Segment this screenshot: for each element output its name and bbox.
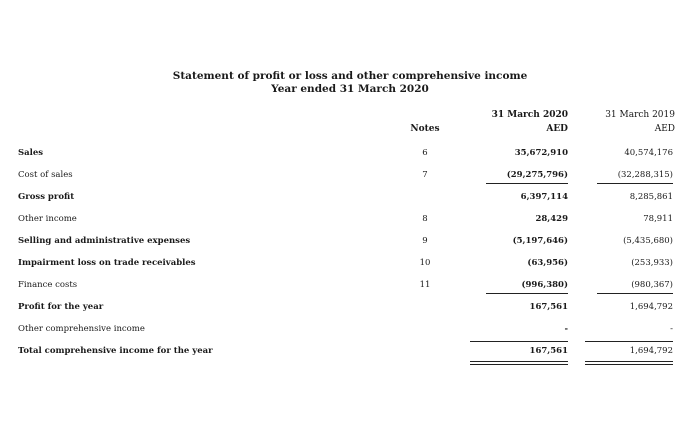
- statement-row: [0, 298, 700, 320]
- statement-title: [0, 70, 700, 96]
- row-label: Profit for the year: [18, 302, 104, 312]
- statement-row: [0, 166, 700, 188]
- rule-finance-costs-2020: [486, 293, 568, 294]
- row-note: 10: [419, 258, 431, 268]
- statement-title-line2: Year ended 31 March 2020: [271, 83, 429, 95]
- row-label: Total comprehensive income for the year: [18, 346, 213, 356]
- row-value-2020: (63,956): [527, 258, 568, 268]
- rule-total-bottom2-2020: [470, 364, 568, 365]
- rule-cost-of-sales-2019: [597, 183, 673, 184]
- row-label: Gross profit: [18, 192, 75, 202]
- row-value-2019: -: [670, 324, 673, 334]
- row-value-2020: (29,275,796): [506, 170, 568, 180]
- row-label: Finance costs: [18, 280, 78, 290]
- statement-row: [0, 210, 700, 232]
- statement-title-line1: Statement of profit or loss and other comprehensive income: [172, 70, 528, 82]
- row-value-2019: 40,574,176: [624, 148, 673, 158]
- row-label: Other comprehensive income: [18, 324, 145, 334]
- row-value-2020: 167,561: [529, 302, 568, 312]
- statement-row: [0, 144, 700, 166]
- row-note: 6: [422, 148, 428, 158]
- notes-header: Notes: [410, 124, 440, 134]
- row-value-2020: 28,429: [535, 214, 568, 224]
- row-value-2019: (32,288,315): [617, 170, 673, 180]
- rule-finance-costs-2019: [597, 293, 673, 294]
- row-value-2020: 6,397,114: [520, 192, 568, 202]
- row-value-2020: 35,672,910: [514, 148, 568, 158]
- row-value-2019: 1,694,792: [629, 346, 673, 356]
- rule-cost-of-sales-2020: [486, 183, 568, 184]
- col-2020-date: 31 March 2020: [491, 110, 568, 120]
- row-note: 9: [422, 236, 428, 246]
- rule-total-bottom2-2019: [585, 364, 673, 365]
- row-value-2020: -: [564, 324, 568, 334]
- statement-row: [0, 232, 700, 254]
- row-label: Other income: [18, 214, 77, 224]
- row-value-2019: (5,435,680): [623, 236, 673, 246]
- row-value-2019: 78,911: [643, 214, 673, 224]
- col-2019-header: [585, 108, 675, 136]
- col-2020-currency: AED: [546, 124, 568, 134]
- row-value-2019: (980,367): [631, 280, 673, 290]
- row-value-2019: 1,694,792: [629, 302, 673, 312]
- col-2019-date: 31 March 2019: [605, 110, 675, 120]
- row-note: 7: [422, 170, 428, 180]
- statement-row: [0, 276, 700, 298]
- row-label: Sales: [18, 148, 44, 158]
- row-note: 11: [419, 280, 431, 290]
- row-label: Selling and administrative expenses: [18, 236, 191, 246]
- row-note: 8: [422, 214, 428, 224]
- statement-row: [0, 188, 700, 210]
- col-2020-header: [465, 108, 568, 136]
- row-label: Cost of sales: [18, 170, 73, 180]
- rule-total-top-2020: [470, 341, 568, 342]
- row-value-2020: 167,561: [529, 346, 568, 356]
- col-2019-currency: AED: [654, 124, 675, 134]
- row-value-2019: 8,285,861: [629, 192, 673, 202]
- row-value-2020: (5,197,646): [512, 236, 568, 246]
- row-value-2019: (253,933): [631, 258, 673, 268]
- statement-row: [0, 254, 700, 276]
- rule-total-bottom1-2020: [470, 361, 568, 362]
- row-value-2020: (996,380): [521, 280, 568, 290]
- row-label: Impairment loss on trade receivables: [18, 258, 196, 268]
- rule-total-bottom1-2019: [585, 361, 673, 362]
- statement-row: [0, 320, 700, 342]
- rule-total-top-2019: [585, 341, 673, 342]
